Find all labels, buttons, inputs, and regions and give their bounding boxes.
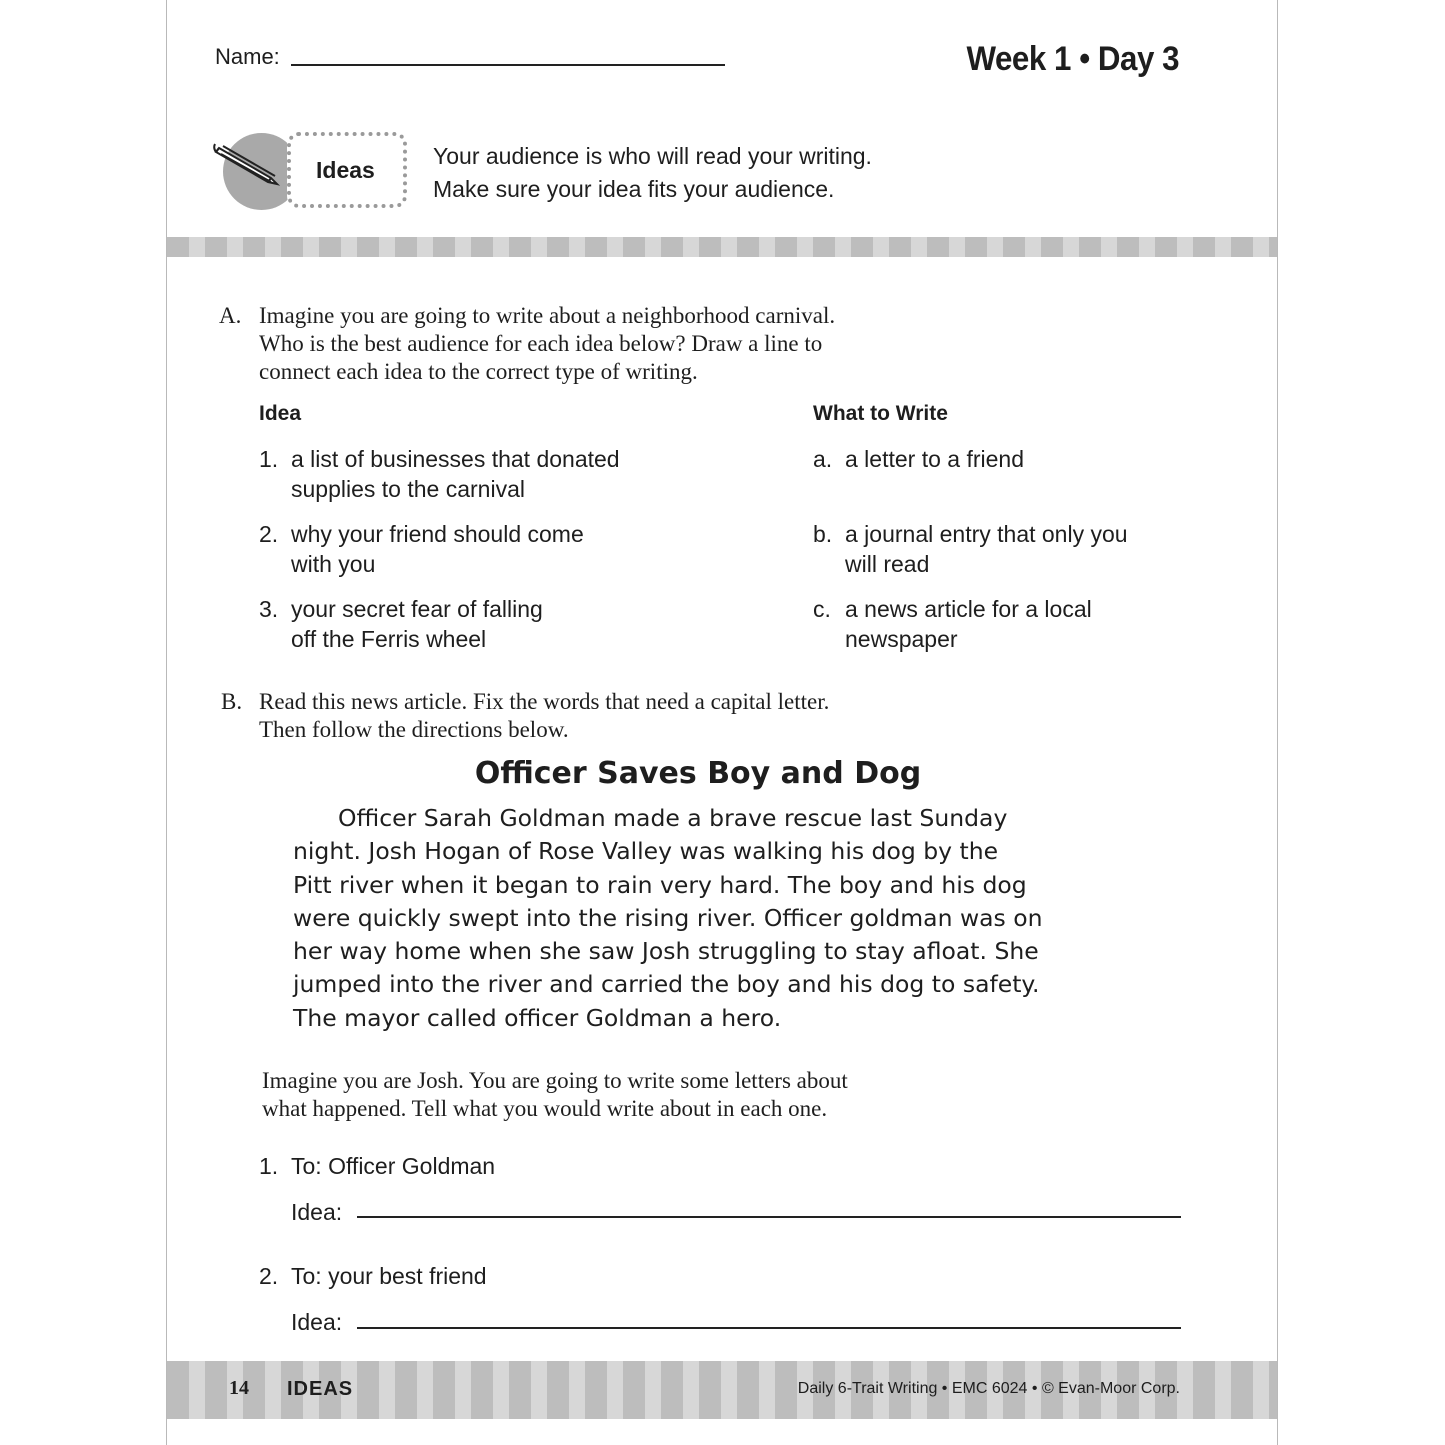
letter-directions [262, 1067, 848, 1123]
news-article [293, 802, 1043, 1035]
directions-line: what happened. Tell what you would write about in each one. [262, 1096, 828, 1121]
prompt-line: connect each idea to the correct type of writing. [259, 359, 698, 384]
item-number: 2. [259, 1263, 279, 1289]
pencil-icon [213, 140, 293, 190]
tip-line: Make sure your idea fits your audience. [433, 176, 835, 202]
name-label: Name: [215, 44, 280, 69]
letter-recipient: To: Officer Goldman [291, 1153, 496, 1179]
item-number: 1. [259, 1153, 279, 1179]
section-a-prompt [219, 302, 1119, 392]
idea-label: Idea: [291, 1199, 343, 1225]
item-text: a news article for a local newspaper [845, 596, 1092, 652]
prompt-line: Who is the best audience for each idea below? Draw a line to [259, 331, 823, 356]
article-line: The mayor called officer Goldman a hero. [293, 1003, 782, 1032]
stripe-divider [167, 237, 1277, 257]
prompt-line: Read this news article. Fix the words that need a capital letter. [259, 689, 830, 714]
article-line: jumped into the river and carried the boy and his dog to safety. [293, 970, 1040, 999]
item-text: a journal entry that only you will read [845, 521, 1128, 577]
item-letter: b. [813, 521, 833, 547]
section-letter: A. [219, 303, 242, 328]
week-day-title: Week 1 • Day 3 [966, 40, 1179, 78]
article-line: were quickly swept into the rising river. Officer goldman was on [293, 903, 1043, 932]
article-line: Pitt river when it began to rain very hard. The boy and his dog [293, 870, 1027, 899]
item-number: 1. [259, 446, 279, 472]
section-a-text [259, 302, 835, 386]
letter-recipient: To: your best friend [291, 1263, 487, 1289]
footer-trait: IDEAS [287, 1378, 354, 1400]
write-column-heading: What to Write [813, 402, 948, 425]
badge-label: Ideas [316, 157, 375, 183]
idea-label: Idea: [291, 1309, 343, 1335]
section-b-prompt [221, 688, 1121, 748]
section-b-text [259, 688, 829, 744]
footer-credit: Daily 6-Trait Writing • EMC 6024 • © Evan-Moor Corp. [797, 1380, 1180, 1397]
item-number: 3. [259, 596, 279, 622]
prompt-line: Imagine you are going to write about a neighborhood carnival. [259, 303, 836, 328]
worksheet-page [166, 0, 1278, 1445]
directions-line: Imagine you are Josh. You are going to write some letters about [262, 1068, 848, 1093]
trait-badge [213, 126, 413, 216]
page-number: 14 [229, 1377, 249, 1399]
item-text: your secret fear of falling off the Ferris wheel [291, 596, 543, 652]
item-text: why your friend should come with you [291, 521, 584, 577]
item-letter: a. [813, 446, 833, 472]
article-line: night. Josh Hogan of Rose Valley was walking his dog by the [293, 837, 999, 866]
item-text: a letter to a friend [845, 446, 1024, 472]
idea-write-line[interactable] [357, 1216, 1181, 1218]
name-write-line[interactable] [291, 64, 725, 66]
tip-line: Your audience is who will read your writing. [433, 143, 872, 169]
idea-write-line[interactable] [357, 1327, 1181, 1329]
article-line: Officer Sarah Goldman made a brave rescue last Sunday [338, 804, 1008, 832]
article-line: her way home when she saw Josh struggling to stay afloat. She [293, 937, 1039, 966]
section-letter: B. [221, 689, 243, 714]
tip-text [433, 140, 872, 206]
article-title: Officer Saves Boy and Dog [474, 756, 922, 791]
item-number: 2. [259, 521, 279, 547]
item-letter: c. [813, 596, 831, 622]
item-text: a list of businesses that donated supplies to the carnival [291, 446, 620, 502]
idea-column-heading: Idea [259, 402, 302, 425]
prompt-line: Then follow the directions below. [259, 717, 569, 742]
